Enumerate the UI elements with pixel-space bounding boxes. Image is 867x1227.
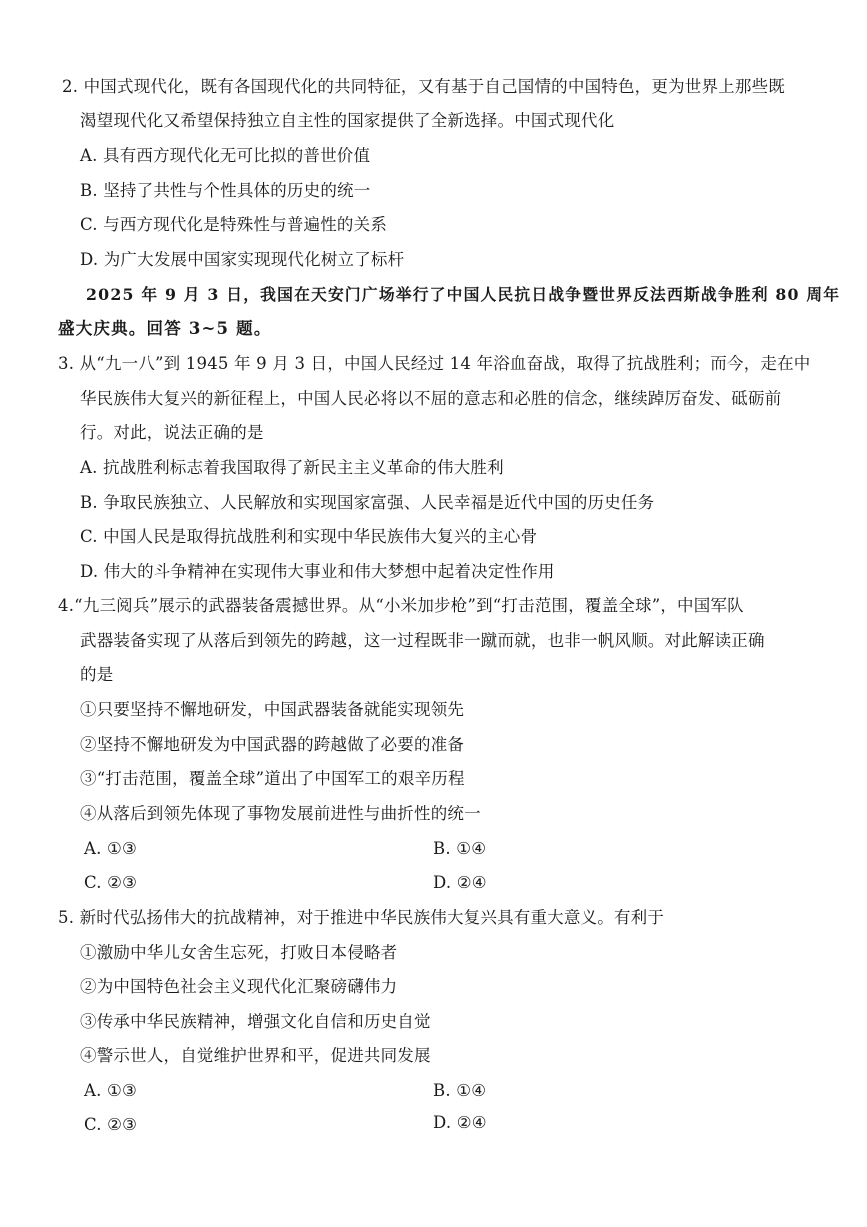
q5-choice-b: B. ①④ [433, 1081, 487, 1100]
q4-stem-line-3: 的是 [80, 665, 114, 684]
q3-stem-line-2: 华民族伟大复兴的新征程上，中国人民必将以不屈的意志和必胜的信念，继续踔厉奋发、砥砺前 [80, 389, 782, 408]
intro-line-1: 2025 年 9 月 3 日，我国在天安门广场举行了中国人民抗日战争暨世界反法西斯战争胜利 80 周年 [86, 285, 841, 304]
q4-choice-a: A. ①③ [84, 839, 137, 858]
q4-statement-4: ④从落后到领先体现了事物发展前进性与曲折性的统一 [80, 804, 481, 823]
q4-stem-line-1: 4.“九三阅兵”展示的武器装备震撼世界。从“小米加步枪”到“打击范围，覆盖全球”，中国军队 [58, 596, 744, 615]
q4-choice-d: D. ②④ [433, 873, 487, 892]
q4-stem-line-2: 武器装备实现了从落后到领先的跨越，这一过程既非一蹴而就，也非一帆风顺。对此解读正确 [80, 631, 765, 650]
q2-option-d: D. 为广大发展中国家实现现代化树立了标杆 [80, 250, 405, 269]
q5-choice-a: A. ①③ [84, 1081, 137, 1100]
q4-choice-b: B. ①④ [433, 839, 487, 858]
q4-statement-2: ②坚持不懈地研发为中国武器的跨越做了必要的准备 [80, 735, 465, 754]
q2-stem-line-1: 2. 中国式现代化，既有各国现代化的共同特征，又有基于自己国情的中国特色，更为世界上那些既 [62, 77, 785, 96]
q3-option-b: B. 争取民族独立、人民解放和实现国家富强、人民幸福是近代中国的历史任务 [80, 493, 655, 512]
q3-stem-line-3: 行。对此，说法正确的是 [80, 423, 264, 442]
q5-statement-1: ①激励中华儿女舍生忘死，打败日本侵略者 [80, 943, 398, 962]
q2-option-a: A. 具有西方现代化无可比拟的普世价值 [80, 146, 371, 165]
q5-statement-3: ③传承中华民族精神，增强文化自信和历史自觉 [80, 1012, 431, 1031]
q5-statement-4: ④警示世人，自觉维护世界和平，促进共同发展 [80, 1046, 431, 1065]
q5-stem-line-1: 5. 新时代弘扬伟大的抗战精神，对于推进中华民族伟大复兴具有重大意义。有利于 [58, 908, 665, 927]
q4-statement-1: ①只要坚持不懈地研发，中国武器装备就能实现领先 [80, 700, 465, 719]
q3-option-d: D. 伟大的斗争精神在实现伟大事业和伟大梦想中起着决定性作用 [80, 562, 555, 581]
q2-option-b: B. 坚持了共性与个性具体的历史的统一 [80, 181, 371, 200]
q3-option-a: A. 抗战胜利标志着我国取得了新民主主义革命的伟大胜利 [80, 458, 504, 477]
q5-statement-2: ②为中国特色社会主义现代化汇聚磅礴伟力 [80, 977, 398, 996]
q5-choice-d: D. ②④ [433, 1113, 487, 1132]
q2-stem-line-2: 渴望现代化又希望保持独立自主性的国家提供了全新选择。中国式现代化 [80, 111, 615, 130]
q3-option-c: C. 中国人民是取得抗战胜利和实现中华民族伟大复兴的主心骨 [80, 527, 538, 546]
q3-stem-line-1: 3. 从“九一八”到 1945 年 9 月 3 日，中国人民经过 14 年浴血奋战，取得了抗战胜利；而今，走在中 [58, 354, 811, 373]
intro-line-2: 盛大庆典。回答 3~5 题。 [58, 319, 272, 338]
q5-choice-c: C. ②③ [84, 1115, 138, 1134]
q2-option-c: C. 与西方现代化是特殊性与普遍性的关系 [80, 215, 388, 234]
q4-choice-c: C. ②③ [84, 873, 138, 892]
q4-statement-3: ③“打击范围，覆盖全球”道出了中国军工的艰辛历程 [80, 769, 465, 788]
